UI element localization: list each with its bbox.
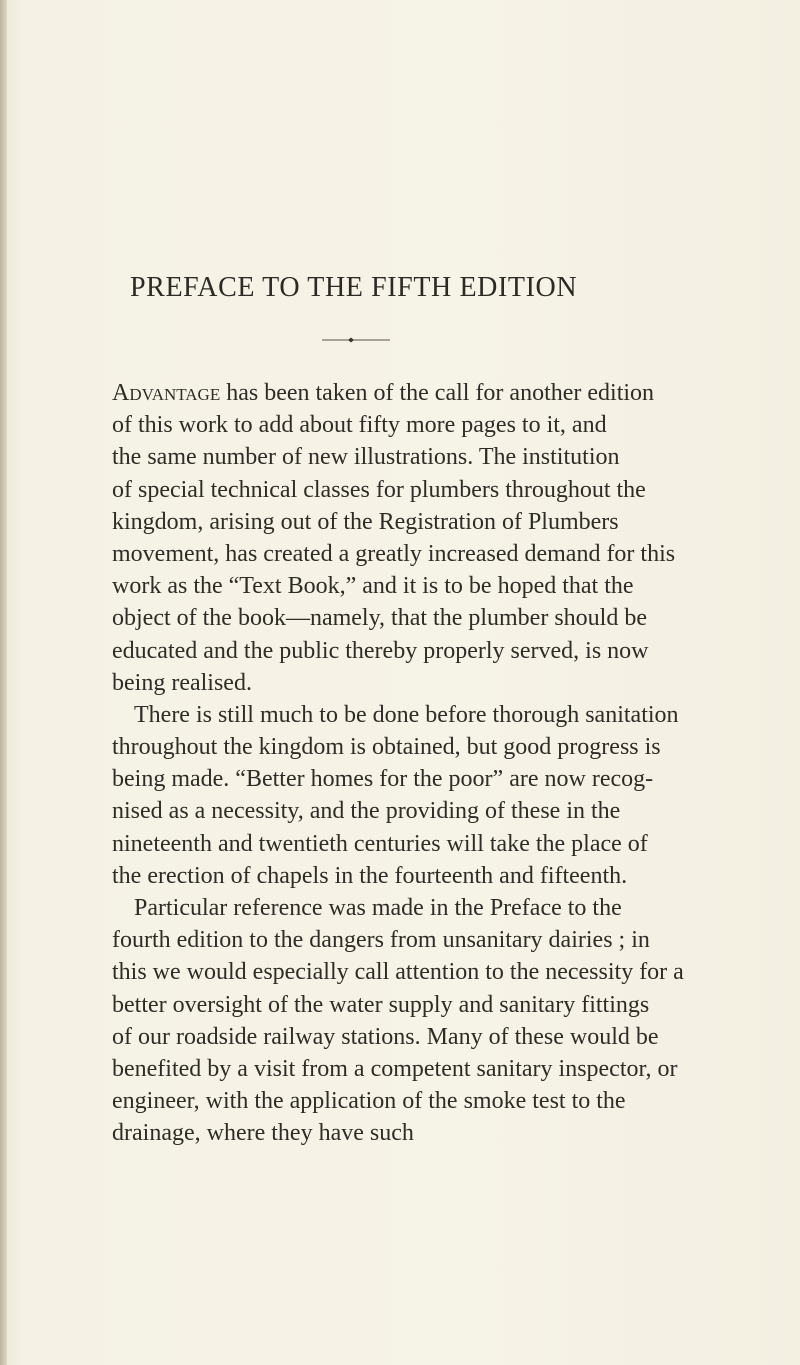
paragraph-line: being realised. [112, 669, 252, 696]
paragraph-line: drainage, where they have such [112, 1120, 414, 1147]
paragraph-line: fourth edition to the dangers from unsanitary dairies ; in [112, 927, 650, 954]
paragraph-line: of our roadside railway stations. Many of these would be [112, 1023, 659, 1050]
ornament-divider-icon [322, 335, 390, 345]
paragraph-line: better oversight of the water supply and sanitary fittings [112, 991, 650, 1018]
paragraph-line: There is still much to be done before thorough sanitation [134, 701, 679, 728]
paragraph-line: the erection of chapels in the fourteenth and fifteenth. [112, 862, 628, 889]
paragraph-line: engineer, with the application of the smoke test to the [112, 1088, 626, 1115]
paragraph-line: throughout the kingdom is obtained, but good progress is [112, 734, 661, 761]
paragraph-line: nised as a necessity, and the providing of these in the [112, 798, 621, 825]
paragraph-line: kingdom, arising out of the Registration of Plumbers [112, 508, 619, 535]
preface-body [112, 377, 800, 1150]
lead-word: Advantage [112, 380, 221, 406]
paragraph-line: this we would especially call attention to the necessity for a [112, 959, 684, 986]
line-text: has been taken of the call for another edition [220, 380, 655, 406]
paragraph-line: object of the book—namely, that the plumber should be [112, 605, 647, 632]
paragraph-line: movement, has created a greatly increased demand for this [112, 540, 676, 567]
paragraph-line: of this work to add about fifty more pages to it, and [112, 412, 607, 439]
paragraph-line: of special technical classes for plumbers throughout the [112, 476, 646, 503]
page-gutter-shadow [0, 0, 7, 1365]
page-title: PREFACE TO THE FIFTH EDITION [130, 272, 578, 303]
paragraph-line: educated and the public thereby properly served, is now [112, 637, 649, 664]
paragraph-line: being made. “Better homes for the poor” are now recog- [112, 766, 654, 793]
paragraph-line: work as the “Text Book,” and it is to be hoped that the [112, 573, 634, 600]
paragraph-line [112, 377, 800, 409]
paragraph-line: Particular reference was made in the Preface to the [134, 895, 622, 921]
paragraph-line: the same number of new illustrations. The institution [112, 444, 620, 471]
paragraph-line: nineteenth and twentieth centuries will take the place of [112, 830, 648, 857]
paragraph-line: benefited by a visit from a competent sanitary inspector, or [112, 1055, 678, 1082]
